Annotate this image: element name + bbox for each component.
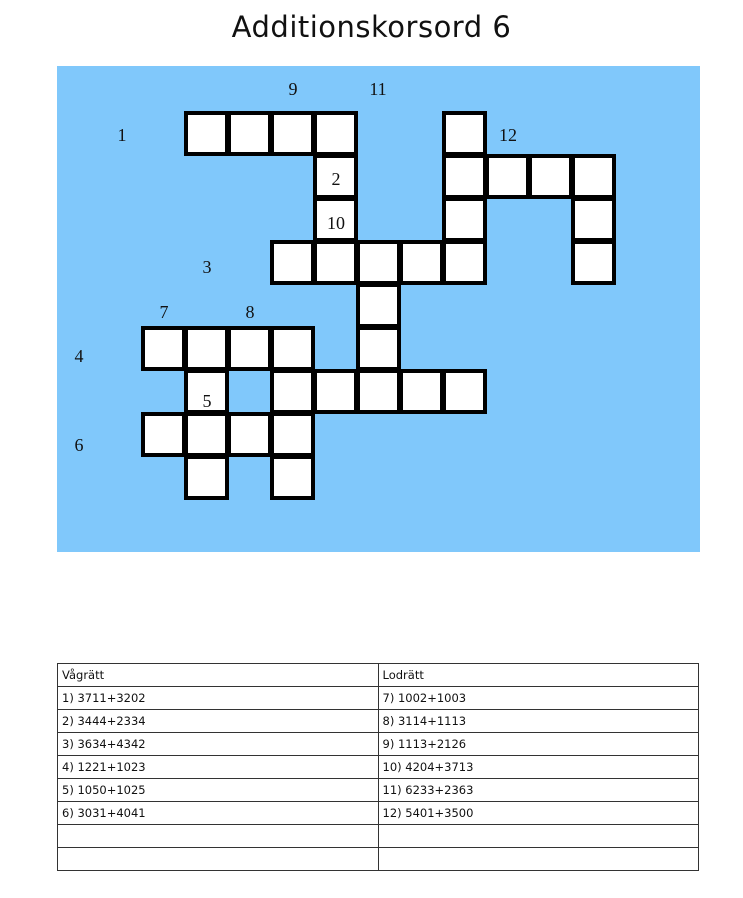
across-clue: 1) 3711+3202 <box>58 687 379 710</box>
clue-number-3: 3 <box>202 257 212 277</box>
crossword-cell[interactable] <box>184 412 229 457</box>
clue-number-1: 1 <box>117 125 127 145</box>
crossword-cell[interactable] <box>399 369 444 414</box>
crossword-cell[interactable] <box>571 154 616 199</box>
down-clue: 12) 5401+3500 <box>378 802 699 825</box>
clues-table <box>57 663 699 871</box>
crossword-cell[interactable] <box>184 455 229 500</box>
across-clue <box>58 825 379 848</box>
clue-number-11: 11 <box>369 79 387 99</box>
table-row <box>58 848 699 871</box>
crossword-cell[interactable] <box>313 240 358 285</box>
clue-number-6: 6 <box>74 435 84 455</box>
clue-number-12: 12 <box>499 125 517 145</box>
down-header: Lodrätt <box>378 664 699 687</box>
crossword-cell[interactable] <box>227 111 272 156</box>
crossword-cell[interactable] <box>270 111 315 156</box>
down-clue: 11) 6233+2363 <box>378 779 699 802</box>
across-clue <box>58 848 379 871</box>
crossword-cell[interactable] <box>356 283 401 328</box>
crossword-cell[interactable] <box>270 326 315 371</box>
crossword-cell[interactable] <box>356 369 401 414</box>
across-clue: 4) 1221+1023 <box>58 756 379 779</box>
down-clue: 7) 1002+1003 <box>378 687 699 710</box>
across-clue: 2) 3444+2334 <box>58 710 379 733</box>
down-clue: 10) 4204+3713 <box>378 756 699 779</box>
down-clue <box>378 825 699 848</box>
down-clue <box>378 848 699 871</box>
table-row <box>58 779 699 802</box>
across-clue: 5) 1050+1025 <box>58 779 379 802</box>
down-clue: 9) 1113+2126 <box>378 733 699 756</box>
clue-number-8: 8 <box>245 302 255 322</box>
clue-number-5: 5 <box>202 391 212 411</box>
crossword-cell[interactable] <box>442 369 487 414</box>
crossword-cell[interactable] <box>571 197 616 242</box>
crossword-cell[interactable] <box>313 369 358 414</box>
crossword-cell[interactable] <box>141 412 186 457</box>
crossword-cell[interactable] <box>442 240 487 285</box>
table-row <box>58 710 699 733</box>
crossword-cell[interactable] <box>528 154 573 199</box>
clue-number-7: 7 <box>159 302 169 322</box>
page-title: Additionskorsord 6 <box>231 10 512 44</box>
crossword-cell[interactable] <box>270 369 315 414</box>
down-clue: 8) 3114+1113 <box>378 710 699 733</box>
crossword-cell[interactable] <box>442 197 487 242</box>
crossword-board <box>57 66 700 552</box>
crossword-cell[interactable] <box>442 154 487 199</box>
table-row <box>58 733 699 756</box>
across-header: Vågrätt <box>58 664 379 687</box>
clue-number-9: 9 <box>288 79 298 99</box>
table-row <box>58 825 699 848</box>
crossword-cell[interactable] <box>141 326 186 371</box>
crossword-cell[interactable] <box>485 154 530 199</box>
clue-number-10: 10 <box>327 213 345 233</box>
crossword-cell[interactable] <box>184 111 229 156</box>
crossword-cell[interactable] <box>227 412 272 457</box>
across-clue: 3) 3634+4342 <box>58 733 379 756</box>
table-header-row <box>58 664 699 687</box>
crossword-cell[interactable] <box>270 412 315 457</box>
crossword-cell[interactable] <box>442 111 487 156</box>
table-row <box>58 802 699 825</box>
crossword-cell[interactable] <box>270 455 315 500</box>
across-clue: 6) 3031+4041 <box>58 802 379 825</box>
clue-number-2: 2 <box>331 169 341 189</box>
table-row <box>58 687 699 710</box>
crossword-cell[interactable] <box>571 240 616 285</box>
crossword-cell[interactable] <box>184 326 229 371</box>
crossword-cell[interactable] <box>356 240 401 285</box>
crossword-cell[interactable] <box>227 326 272 371</box>
crossword-cell[interactable] <box>270 240 315 285</box>
crossword-cell[interactable] <box>399 240 444 285</box>
crossword-cell[interactable] <box>356 326 401 371</box>
crossword-cell[interactable] <box>313 111 358 156</box>
table-row <box>58 756 699 779</box>
clue-number-4: 4 <box>74 346 84 366</box>
